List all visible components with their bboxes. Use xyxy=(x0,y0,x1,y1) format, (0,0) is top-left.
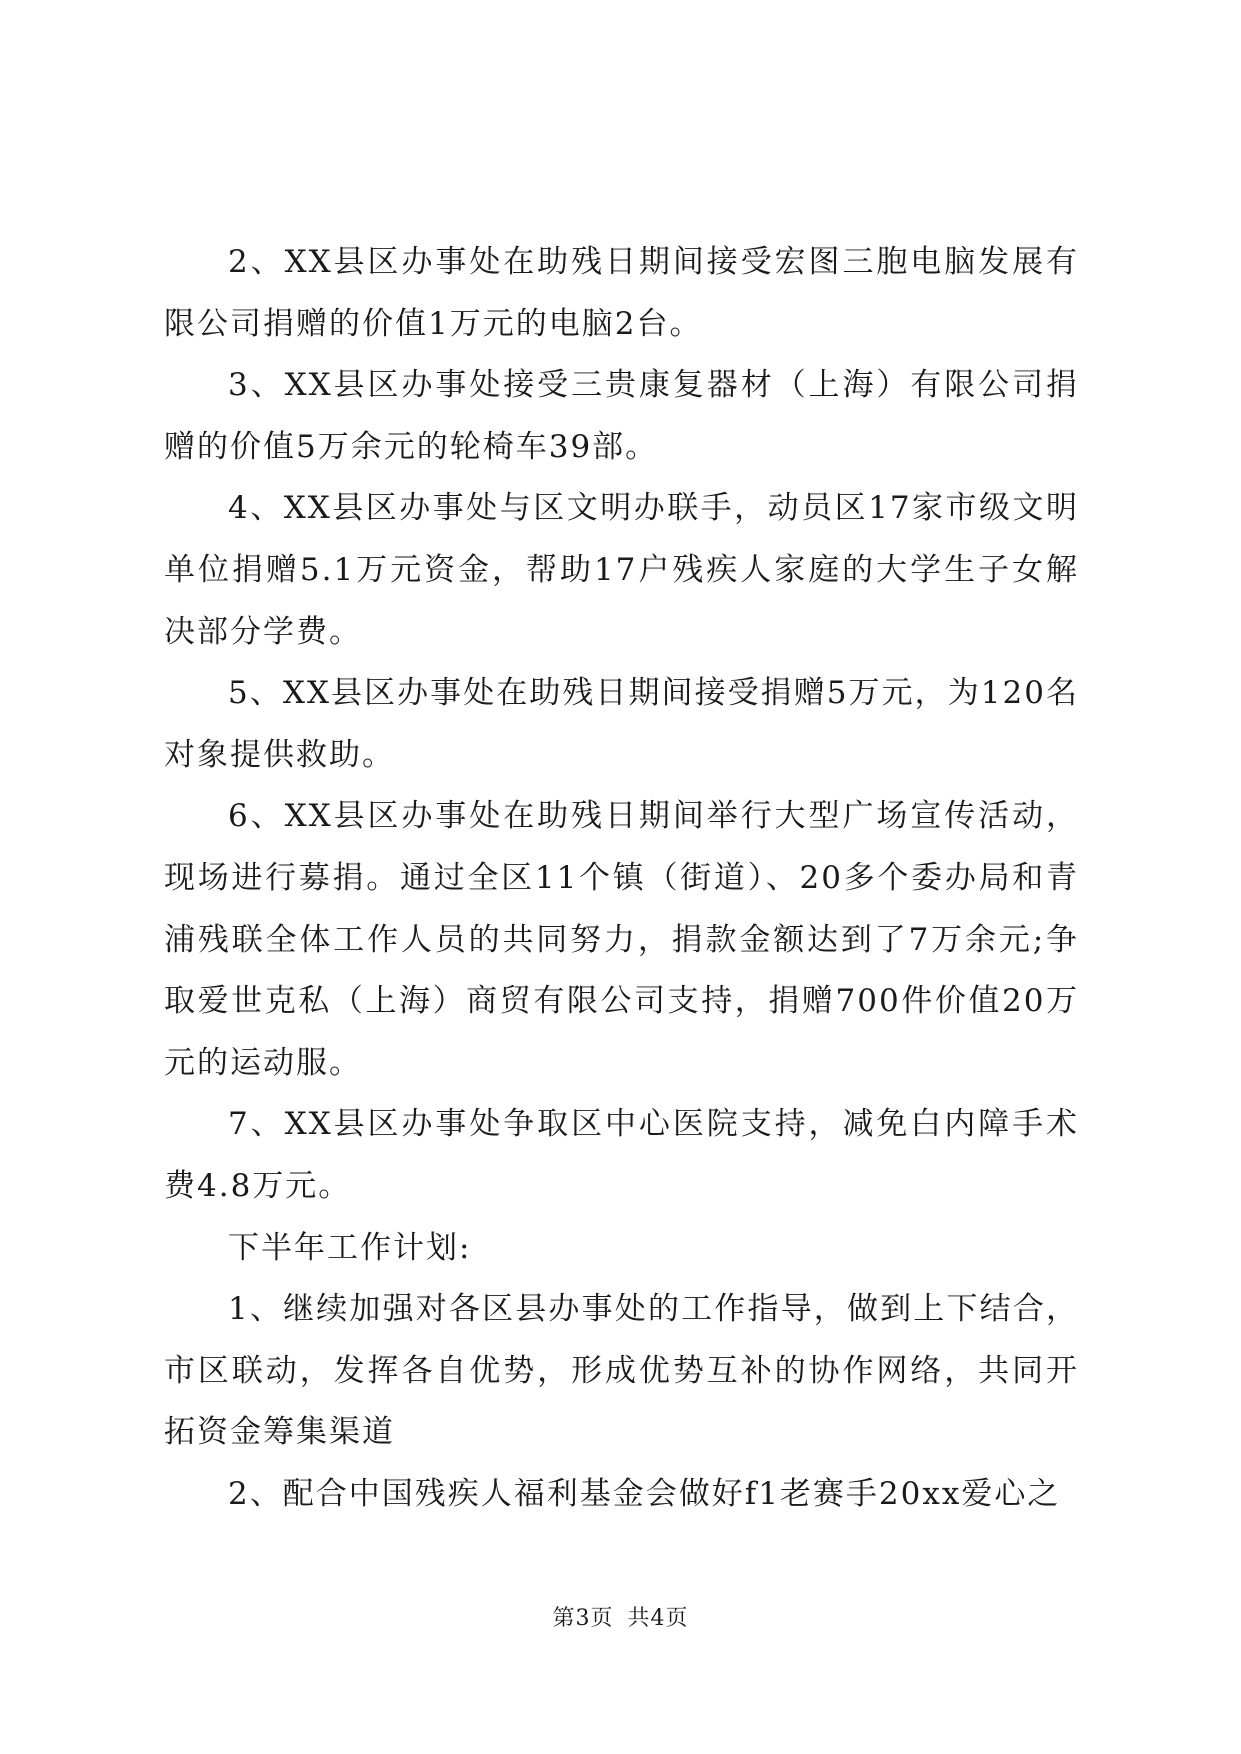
page-footer xyxy=(0,1604,1241,1634)
paragraph: 3、XX县区办事处接受三贵康复器材（上海）有限公司捐赠的价值5万余元的轮椅车39部。 xyxy=(164,367,1079,465)
document-body xyxy=(164,232,1079,1525)
paragraph: 2、XX县区办事处在助残日期间接受宏图三胞电脑发展有限公司捐赠的价值1万元的电脑2台。 xyxy=(164,244,1079,342)
paragraph: 6、XX县区办事处在助残日期间举行大型广场宣传活动，现场进行募捐。通过全区11个镇（街道）、20多个委办局和青浦残联全体工作人员的共同努力，捐款金额达到了7万余元;争取爱世克私（上海）商贸有限公司支持，捐赠700件价值20万元的运动服。 xyxy=(164,798,1079,1081)
paragraph: 1、继续加强对各区县办事处的工作指导，做到上下结合，市区联动，发挥各自优势，形成优势互补的协作网络，共同开拓资金筹集渠道 xyxy=(164,1291,1079,1451)
paragraph: 7、XX县区办事处争取区中心医院支持，减免白内障手术费4.8万元。 xyxy=(164,1106,1079,1204)
paragraph: 4、XX县区办事处与区文明办联手，动员区17家市级文明单位捐赠5.1万元资金，帮助17户残疾人家庭的大学生子女解决部分学费。 xyxy=(164,490,1079,650)
page-number-current: 第3页 xyxy=(552,1606,614,1631)
page-number-total: 共4页 xyxy=(627,1606,689,1631)
section-heading: 下半年工作计划: xyxy=(228,1229,472,1266)
paragraph: 5、XX县区办事处在助残日期间接受捐赠5万元，为120名对象提供救助。 xyxy=(164,675,1079,773)
paragraph: 2、配合中国残疾人福利基金会做好f1老赛手20xx爱心之 xyxy=(228,1475,1061,1512)
